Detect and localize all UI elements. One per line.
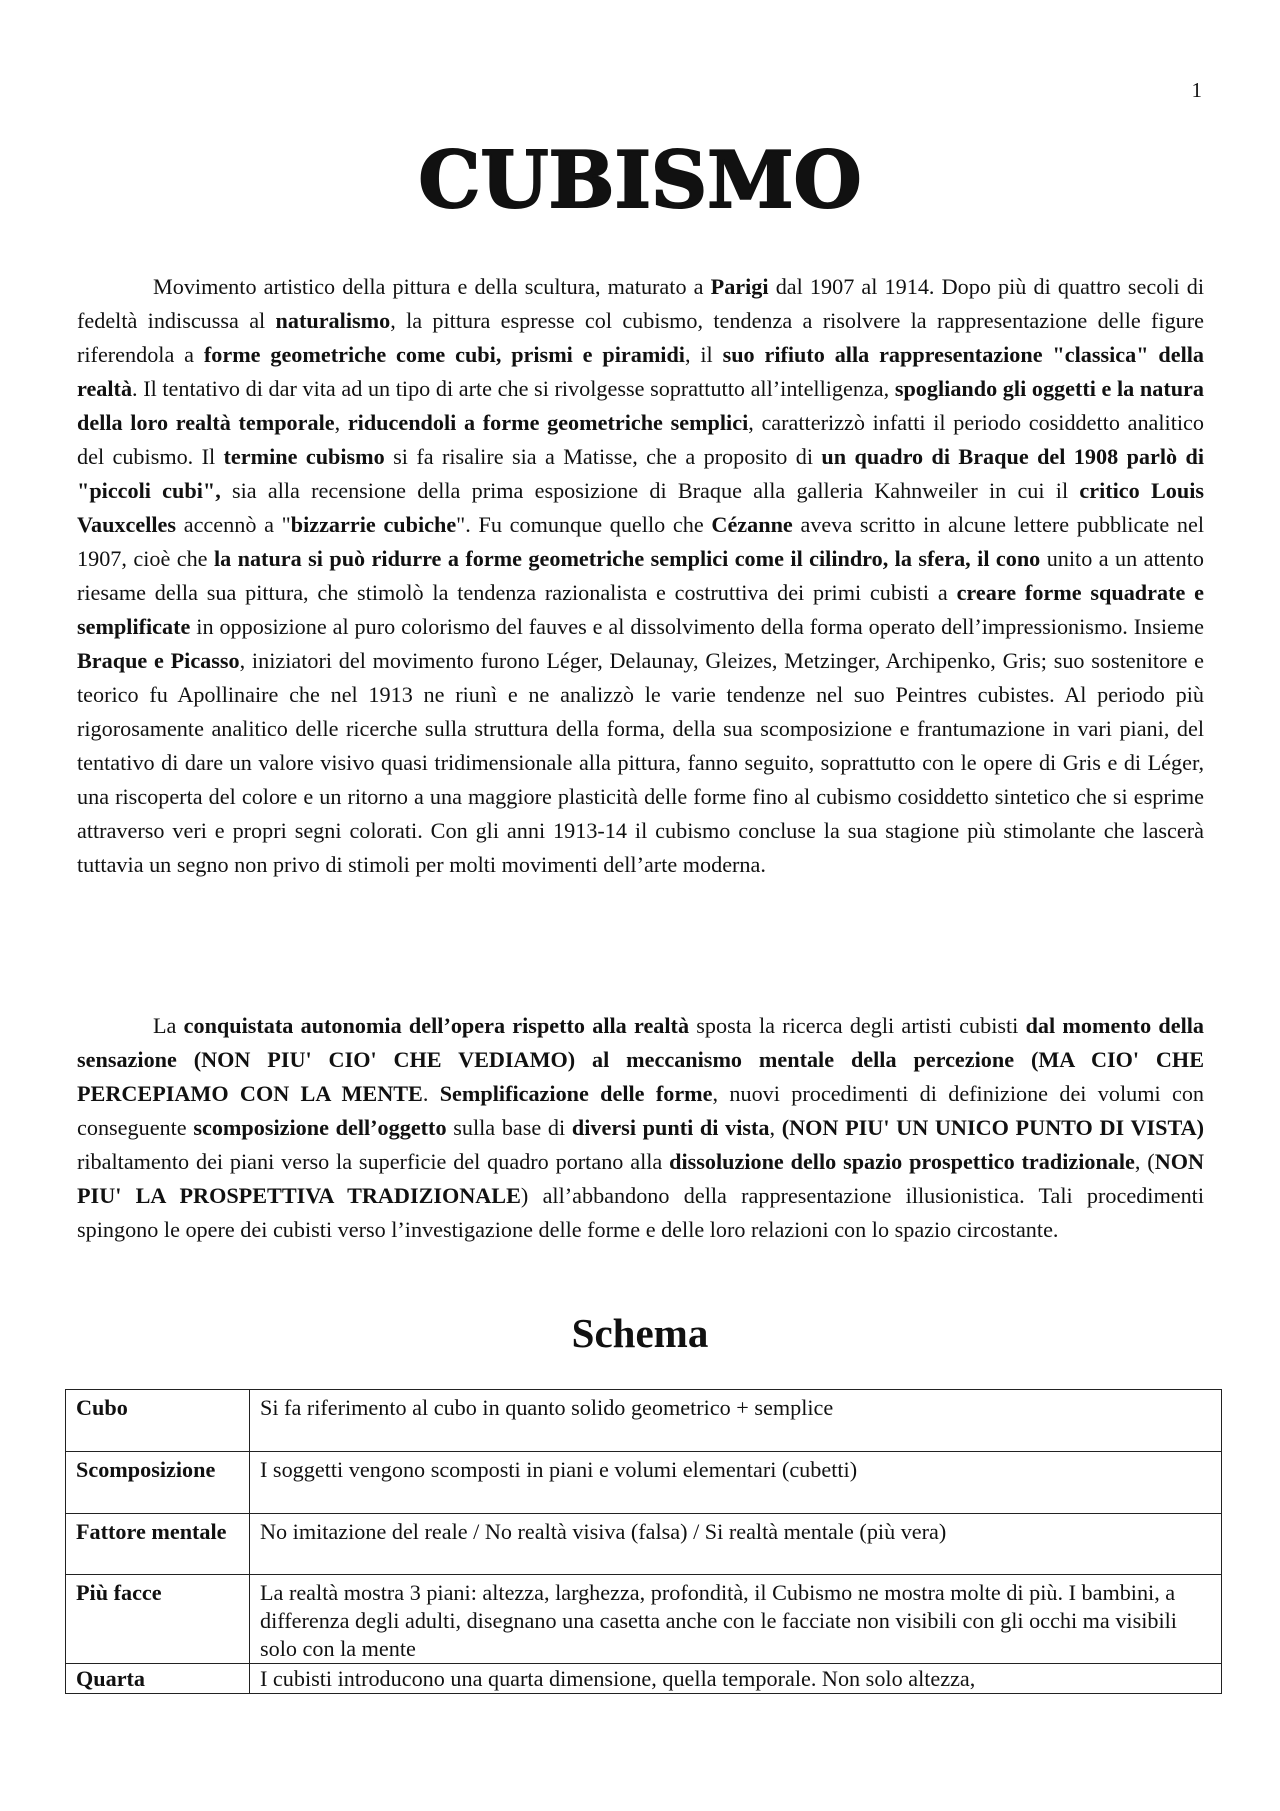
schema-table xyxy=(65,1389,1222,1694)
text-run: ". Fu comunque quello che xyxy=(456,512,712,537)
bold-text-run: dissoluzione dello spazio prospettico tradizionale xyxy=(669,1149,1135,1174)
text-run: La xyxy=(153,1013,184,1038)
row-value: I soggetti vengono scomposti in piani e volumi elementari (cubetti) xyxy=(250,1452,1222,1514)
row-key: Fattore mentale xyxy=(66,1514,250,1575)
table-row xyxy=(66,1390,1222,1452)
bold-text-run: conquistata autonomia dell’opera rispetto alla realtà xyxy=(183,1013,690,1038)
text-run: sposta la ricerca degli artisti cubisti xyxy=(689,1013,1026,1038)
paragraph-intro xyxy=(77,270,1204,882)
table-row xyxy=(66,1452,1222,1514)
text-run: , la pittura espresse col cubismo, tendenza a risolvere la rappresentazione delle figure riferendola a xyxy=(77,308,1204,367)
paragraph-intro-text xyxy=(77,270,1204,882)
text-run: in opposizione al puro colorismo del fauves e al dissolvimento della forma operato dell’impressionismo. Insieme xyxy=(190,614,1204,639)
bold-text-run: (NON PIU' UN UNICO PUNTO DI VISTA) xyxy=(781,1115,1205,1140)
bold-text-run: critico Louis Vauxcelles xyxy=(77,478,1205,537)
text-run: , xyxy=(334,410,348,435)
text-run: aveva scritto in alcune lettere pubblicate nel 1907, cioè che xyxy=(77,512,1204,571)
text-run: accennò a " xyxy=(176,512,291,537)
bold-text-run: Braque e Picasso xyxy=(77,648,240,673)
text-run: . Il tentativo di dar vita ad un tipo di arte che si rivolgesse soprattutto all’intelligenza, xyxy=(132,376,895,401)
row-key: Scomposizione xyxy=(66,1452,250,1514)
bold-text-run: la natura si può ridurre a forme geometriche semplici come il cilindro, la sfera, il cono xyxy=(213,546,1041,571)
bold-text-run: termine cubismo xyxy=(223,444,385,469)
text-run: unito a un attento riesame della sua pittura, che stimolò la tendenza razionalista e costruttiva dei primi cubisti a xyxy=(77,546,1204,605)
document-title: CUBISMO xyxy=(418,135,862,226)
text-run: , il xyxy=(684,342,723,367)
row-key: Quarta xyxy=(66,1664,250,1694)
bold-text-run: riducendoli a forme geometriche semplici xyxy=(347,410,749,435)
text-run: . xyxy=(422,1081,440,1106)
bold-text-run: scomposizione dell’oggetto xyxy=(193,1115,447,1140)
row-key: Cubo xyxy=(66,1390,250,1452)
text-run: , caratterizzò infatti il periodo cosiddetto analitico del cubismo. Il xyxy=(77,410,1204,469)
bold-text-run: naturalismo xyxy=(275,308,391,333)
bold-text-run: un quadro di Braque del 1908 parlò di "piccoli cubi", xyxy=(77,444,1204,503)
text-run: sia alla recensione della prima esposizione di Braque alla galleria Kahnweiler in cui il xyxy=(220,478,1080,503)
bold-text-run: Semplificazione delle forme xyxy=(439,1081,713,1106)
table-row xyxy=(66,1575,1222,1664)
text-run: sulla base di xyxy=(446,1115,572,1140)
row-key: Più facce xyxy=(66,1575,250,1664)
bold-text-run: Parigi xyxy=(710,274,769,299)
text-run: dal 1907 al 1914. Dopo più di quattro secoli di fedeltà indiscussa al xyxy=(77,274,1205,333)
text-run: si fa risalire sia a Matisse, che a proposito di xyxy=(384,444,822,469)
bold-text-run: dal momento della sensazione (NON PIU' CIO' CHE VEDIAMO) al meccanismo mentale della percezione (MA CIO' CHE PERCEPIAMO CON LA MENTE xyxy=(77,1013,1205,1106)
bold-text-run: diversi punti di vista xyxy=(571,1115,770,1140)
bold-text-run: Cézanne xyxy=(711,512,793,537)
bold-text-run: suo rifiuto alla rappresentazione "classica" della realtà xyxy=(77,342,1204,401)
table-row xyxy=(66,1514,1222,1575)
text-run: , ( xyxy=(1134,1149,1155,1174)
text-run: , iniziatori del movimento furono Léger, Delaunay, Gleizes, Metzinger, Archipenko, Gris; suo sostenitore e teorico fu Apollinaire che nel 1913 ne riunì e ne analizzò le varie tendenze nel suo Peintres cubistes. Al periodo più rigorosamente analitico delle ricerche sulla struttura della forma, della sua scomposizione e frantumazione in vari piani, del tentativo di dare un valore visivo quasi tridimensionale alla pittura, fanno seguito, soprattutto con le opere di Gris e di Léger, una riscoperta del colore e un ritorno a una maggiore plasticità delle forme fino al cubismo cosiddetto sintetico che si esprime attraverso veri e propri segni colorati. Con gli anni 1913-14 il cubismo concluse la sua stagione più stimolante che lascerà tuttavia un segno non privo di stimoli per molti movimenti dell’arte moderna. xyxy=(77,648,1204,877)
text-run: Movimento artistico della pittura e della scultura, maturato a xyxy=(153,274,711,299)
paragraph-autonomy xyxy=(77,1009,1204,1247)
text-run: , xyxy=(769,1115,782,1140)
bold-text-run: NON PIU' LA PROSPETTIVA TRADIZIONALE xyxy=(77,1149,1204,1208)
schema-title: Schema xyxy=(571,1310,709,1356)
row-value: I cubisti introducono una quarta dimensione, quella temporale. Non solo altezza, xyxy=(250,1664,1222,1694)
bold-text-run: creare forme squadrate e semplificate xyxy=(77,580,1204,639)
row-value: Si fa riferimento al cubo in quanto solido geometrico + semplice xyxy=(250,1390,1222,1452)
table-row xyxy=(66,1664,1222,1694)
text-run: , nuovi procedimenti di definizione dei volumi con conseguente xyxy=(77,1081,1205,1140)
row-value: No imitazione del reale / No realtà visiva (falsa) / Si realtà mentale (più vera) xyxy=(250,1514,1222,1575)
paragraph-autonomy-text xyxy=(77,1009,1204,1247)
page-number: 1 xyxy=(1191,78,1202,102)
bold-text-run: forme geometriche come cubi, prismi e piramidi xyxy=(203,342,685,367)
bold-text-run: bizzarrie cubiche xyxy=(290,512,457,537)
text-run: ) all’abbandono della rappresentazione illusionistica. Tali procedimenti spingono le opere dei cubisti verso l’investigazione delle forme e delle loro relazioni con lo spazio circostante. xyxy=(77,1183,1204,1242)
text-run: ribaltamento dei piani verso la superficie del quadro portano alla xyxy=(77,1149,670,1174)
row-value: La realtà mostra 3 piani: altezza, larghezza, profondità, il Cubismo ne mostra molte di più. I bambini, a differenza degli adulti, disegnano una casetta anche con le facciate non visibili con gli occhi ma visibili solo con la mente xyxy=(250,1575,1222,1664)
bold-text-run: spogliando gli oggetti e la natura della loro realtà temporale xyxy=(77,376,1205,435)
